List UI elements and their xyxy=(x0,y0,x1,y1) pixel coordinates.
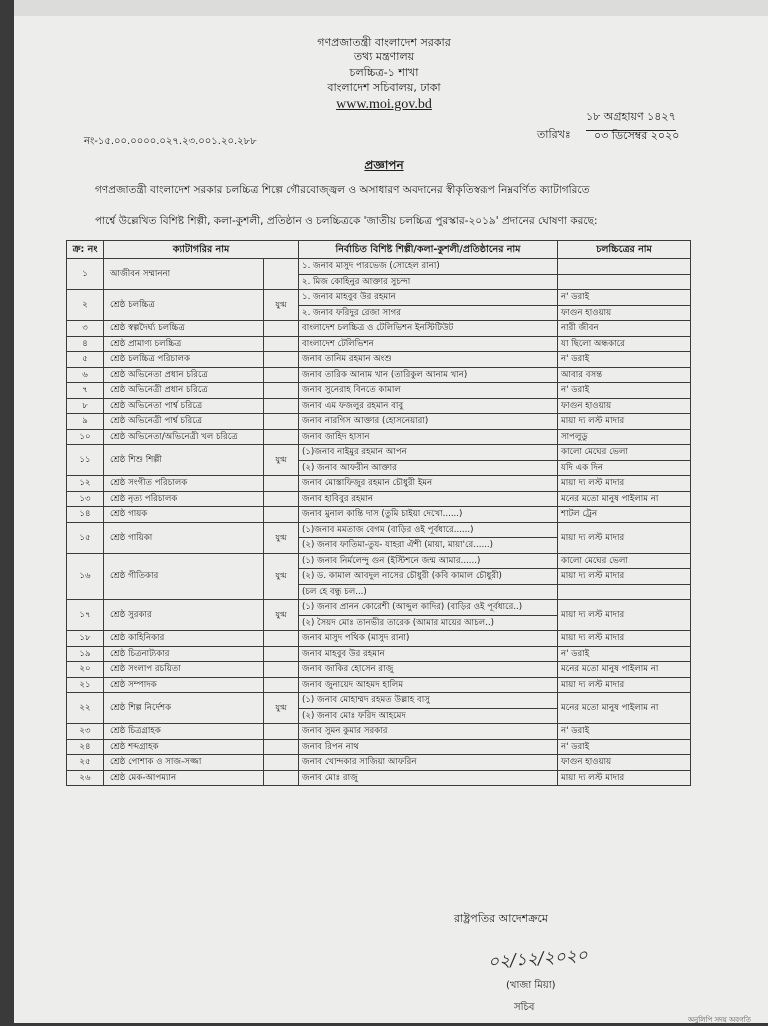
row-film: মায়া দ্য লস্ট মাদার xyxy=(558,677,691,693)
row-film xyxy=(558,584,691,600)
table-row xyxy=(67,476,691,492)
row-winner: জনাব তারিক আনাম খান (তারিকুল আনাম খান) xyxy=(299,367,558,383)
row-serial: ১১ xyxy=(67,445,104,476)
header-website: www.moi.gov.bd xyxy=(336,97,432,112)
row-category: শ্রেষ্ঠ সুরকার xyxy=(104,600,264,631)
row-film: ন' ডরাই xyxy=(558,739,691,755)
row-film: যদি এক দিন xyxy=(558,460,691,476)
row-winner: জনাব এম ফজলুর রহমান বাবু xyxy=(299,398,558,414)
row-winner: (১)জনাব নাইমুর রহমান আপন xyxy=(299,445,558,461)
row-serial: ১ xyxy=(67,259,104,290)
row-serial: ১৮ xyxy=(67,631,104,647)
row-category: শ্রেষ্ঠ চিত্রগ্রাহক xyxy=(104,724,264,740)
row-winner: ১. জনাব মাহবুব উর রহমান xyxy=(299,290,558,306)
row-winner: (২) ড. কামাল আবদুল নাসের চৌধুরী (কবি কামাল চৌধুরী) xyxy=(299,569,558,585)
row-winner: ২. মিজ কোহিনুর আক্তার সুচন্দা xyxy=(299,274,558,290)
row-winner: (১)জনাব মমতাজ বেগম (বাড়ির ওই পূর্বধারে......) xyxy=(299,522,558,538)
row-serial: ২০ xyxy=(67,662,104,678)
table-row xyxy=(67,445,691,461)
row-serial: ৯ xyxy=(67,414,104,430)
header-serial: ক্র: নং xyxy=(67,241,104,259)
date-bangla: ১৮ অগ্রহায়ণ ১৪২৭ xyxy=(586,108,676,131)
row-winner: (১) জনাব নির্মলেন্দু গুন (ইস্টিশনে জন্ম আমার......) xyxy=(299,553,558,569)
row-joint-marker xyxy=(264,476,299,492)
row-winner: (১) জনাব প্রানন কোরেশী (আব্দুল কাদির) (বাড়ির ওই পূর্বধারে..) xyxy=(299,600,558,616)
row-winner: (২) জনাব ফাতিমা-তুয- যাহরা ঐশী (মায়া, মায়া'রে......) xyxy=(299,538,558,554)
row-category: শ্রেষ্ঠ কাহিনিকার xyxy=(104,631,264,647)
row-winner: জনাব রিপন নাথ xyxy=(299,739,558,755)
row-winner: জনাব খোন্দকার সাজিয়া আফরিন xyxy=(299,755,558,771)
row-film: মায়া দ্য লস্ট মাদার xyxy=(558,600,691,631)
row-category: শ্রেষ্ঠ মেক-আপম্যান xyxy=(104,770,264,786)
row-joint-marker xyxy=(264,677,299,693)
row-serial: ৭ xyxy=(67,383,104,399)
awards-table xyxy=(66,240,691,786)
row-film: ফাগুন হাওয়ায় xyxy=(558,398,691,414)
table-row xyxy=(67,522,691,538)
row-joint-marker xyxy=(264,631,299,647)
table-row xyxy=(67,770,691,786)
row-serial: ২৩ xyxy=(67,724,104,740)
row-winner: জনাব তানিম রহমান অংশু xyxy=(299,352,558,368)
row-film: মনের মতো মানুষ পাইলাম না xyxy=(558,662,691,678)
row-serial: ৪ xyxy=(67,336,104,352)
row-joint-marker xyxy=(264,259,299,290)
row-serial: ১২ xyxy=(67,476,104,492)
table-row xyxy=(67,259,691,275)
row-joint-marker xyxy=(264,414,299,430)
row-category: শ্রেষ্ঠ গায়ক xyxy=(104,507,264,523)
row-category: শ্রেষ্ঠ গায়িকা xyxy=(104,522,264,553)
header-category: ক্যাটাগরির নাম xyxy=(104,241,299,259)
table-row xyxy=(67,290,691,306)
row-category: শ্রেষ্ঠ সংলাপ রচয়িতা xyxy=(104,662,264,678)
row-serial: ১৬ xyxy=(67,553,104,600)
row-winner: জনাব হাবিবুর রহমান xyxy=(299,491,558,507)
table-row xyxy=(67,414,691,430)
row-joint-marker xyxy=(264,507,299,523)
signature: ০২/১২/২০২০ xyxy=(487,945,589,973)
row-serial: ৮ xyxy=(67,398,104,414)
row-film xyxy=(558,259,691,275)
row-joint-marker xyxy=(264,336,299,352)
row-winner: (২) সৈয়দ মোঃ তানভীর তারেক (আমার মায়ের আচল..) xyxy=(299,615,558,631)
table-row xyxy=(67,662,691,678)
row-film: ফাগুন হাওয়ায় xyxy=(558,305,691,321)
row-joint-marker xyxy=(264,383,299,399)
row-film: যা ছিলো অন্ধকারে xyxy=(558,336,691,352)
row-joint-marker xyxy=(264,755,299,771)
corner-note: অনুলিপি সদয় অবগতি xyxy=(688,1016,751,1024)
row-film xyxy=(558,274,691,290)
row-film: ফাগুন হাওয়ায় xyxy=(558,755,691,771)
row-serial: ১০ xyxy=(67,429,104,445)
row-serial: ১৯ xyxy=(67,646,104,662)
table-row xyxy=(67,367,691,383)
row-category: শ্রেষ্ঠ সংগীত পরিচালক xyxy=(104,476,264,492)
date-label: তারিখঃ xyxy=(537,128,571,141)
table-header-row xyxy=(67,241,691,259)
table-row xyxy=(67,352,691,368)
table-row xyxy=(67,646,691,662)
row-film: কালো মেঘের ভেলা xyxy=(558,445,691,461)
row-film: আবার বসন্ত xyxy=(558,367,691,383)
row-category: শ্রেষ্ঠ প্রামাণ্য চলচ্চিত্র xyxy=(104,336,264,352)
row-winner: জনাব সুমন কুমার সরকার xyxy=(299,724,558,740)
row-winner: জনাব জাহিদ হাসান xyxy=(299,429,558,445)
row-winner: জনাব মুনাল কান্তি দাস (তুমি চাইয়া দেখো......) xyxy=(299,507,558,523)
header-winner: নির্বাচিত বিশিষ্ট শিল্পী/কলা-কুশলী/প্রতিষ্ঠানের নাম xyxy=(299,241,558,259)
row-serial: ১৪ xyxy=(67,507,104,523)
row-serial: ৬ xyxy=(67,367,104,383)
notice-paragraph-line2: পার্শ্বে উল্লেখিত বিশিষ্ট শিল্পী, কলা-কুশলী, প্রতিষ্ঠান ও চলচ্চিত্রকে 'জাতীয় চলচ্চিত্র পুরস্কার-২০১৯' প্রদানের ঘোষণা করছে: xyxy=(95,215,598,227)
row-joint-marker xyxy=(264,724,299,740)
row-serial: ২২ xyxy=(67,693,104,724)
row-serial: ২৪ xyxy=(67,739,104,755)
table-row xyxy=(67,321,691,337)
table-row xyxy=(67,677,691,693)
row-joint-marker xyxy=(264,321,299,337)
row-winner: জনাব মাহবুব উর রহমান xyxy=(299,646,558,662)
row-winner: (১) জনাব মোহাম্মদ রহমত উল্লাহ বাসু xyxy=(299,693,558,709)
row-winner: (২) জনাব আফরীন আক্তার xyxy=(299,460,558,476)
page-top-shadow xyxy=(14,0,768,16)
row-serial: ২ xyxy=(67,290,104,321)
row-film: মায়া দ্য লস্ট মাদার xyxy=(558,631,691,647)
header-secretariat: বাংলাদেশ সচিবালয়, ঢাকা xyxy=(327,81,441,94)
row-joint-marker xyxy=(264,352,299,368)
row-serial: ২৬ xyxy=(67,770,104,786)
row-category: শ্রেষ্ঠ নৃত্য পরিচালক xyxy=(104,491,264,507)
row-winner: ১. জনাব মাসুদ পারভেজ (সোহেল রানা) xyxy=(299,259,558,275)
header-section: চলচ্চিত্র-১ শাখা xyxy=(349,66,419,79)
row-film: শাটল ট্রেন xyxy=(558,507,691,523)
row-film: মায়া দ্য লস্ট মাদার xyxy=(558,522,691,553)
row-film: ন' ডরাই xyxy=(558,646,691,662)
notice-paragraph-line1: গণপ্রজাতন্ত্রী বাংলাদেশ সরকার চলচ্চিত্র শিল্পে গৌরবোজ্জ্বল ও অসাধারণ অবদানের স্বীকৃতিস্বরূপ নিম্নবর্ণিত ক্যাটাগরিতে xyxy=(95,184,590,196)
row-winner: জনাব জাকির হোসেন রাজু xyxy=(299,662,558,678)
table-row xyxy=(67,724,691,740)
row-joint-marker: যুগ্ম xyxy=(264,553,299,600)
row-joint-marker xyxy=(264,398,299,414)
row-film: ন' ডরাই xyxy=(558,352,691,368)
table-row xyxy=(67,491,691,507)
row-joint-marker: যুগ্ম xyxy=(264,290,299,321)
memo-number: নং-১৫.০০.০০০০.০২৭.২৩.০০১.২০.২৮৮ xyxy=(84,136,257,147)
row-joint-marker: যুগ্ম xyxy=(264,445,299,476)
row-film: মনের মতো মানুষ পাইলাম না xyxy=(558,693,691,724)
row-joint-marker: যুগ্ম xyxy=(264,522,299,553)
signer-designation: সচিব xyxy=(514,1002,535,1013)
row-joint-marker: যুগ্ম xyxy=(264,600,299,631)
row-winner: ২. জনাব ফরিদুর রেজা সাগর xyxy=(299,305,558,321)
row-category: শ্রেষ্ঠ অভিনেতা/অভিনেত্রী খল চরিত্রে xyxy=(104,429,264,445)
order-text: রাষ্ট্রপতির আদেশক্রমে xyxy=(454,912,548,925)
row-category: শ্রেষ্ঠ অভিনেতা পার্শ্ব চরিত্রে xyxy=(104,398,264,414)
row-joint-marker xyxy=(264,429,299,445)
row-category: শ্রেষ্ঠ গীতিকার xyxy=(104,553,264,600)
table-row xyxy=(67,398,691,414)
row-winner: (২) জনাব মোঃ ফরিদ আহমেদ xyxy=(299,708,558,724)
header-film: চলচ্চিত্রের নাম xyxy=(558,241,691,259)
row-joint-marker: যুগ্ম xyxy=(264,693,299,724)
signer-name: (খাজা মিয়া) xyxy=(506,980,556,991)
row-film: মনের মতো মানুষ পাইলাম না xyxy=(558,491,691,507)
row-winner: জনাব মাসুদ পথিক (মাসুদ রানা) xyxy=(299,631,558,647)
table-row xyxy=(67,693,691,709)
row-category: শ্রেষ্ঠ অভিনেত্রী পার্শ্ব চরিত্রে xyxy=(104,414,264,430)
row-category: শ্রেষ্ঠ চলচ্চিত্র পরিচালক xyxy=(104,352,264,368)
row-film: সাপলুডু xyxy=(558,429,691,445)
row-serial: ২৫ xyxy=(67,755,104,771)
row-winner: জনাব মোস্তাফিজুর রহমান চৌধুরী ইমন xyxy=(299,476,558,492)
date-gregorian: ০৩ ডিসেম্বর ২০২০ xyxy=(594,129,680,142)
row-category: শ্রেষ্ঠ অভিনেত্রী প্রধান চরিত্রে xyxy=(104,383,264,399)
row-category: শ্রেষ্ঠ পোশাক ও সাজ-সজ্জা xyxy=(104,755,264,771)
table-row xyxy=(67,755,691,771)
row-joint-marker xyxy=(264,662,299,678)
row-winner: জনাব সুনেরাহ বিনতে কামাল xyxy=(299,383,558,399)
row-category: শ্রেষ্ঠ চলচ্চিত্র xyxy=(104,290,264,321)
row-serial: ৩ xyxy=(67,321,104,337)
header-ministry: তথ্য মন্ত্রণালয় xyxy=(353,50,415,63)
row-category: শ্রেষ্ঠ অভিনেতা প্রধান চরিত্রে xyxy=(104,367,264,383)
row-joint-marker xyxy=(264,770,299,786)
row-winner: জনাব নারগিস আক্তার (হোসনেয়ারা) xyxy=(299,414,558,430)
row-joint-marker xyxy=(264,367,299,383)
table-body xyxy=(67,259,691,786)
row-category: শ্রেষ্ঠ স্বল্পদৈর্ঘ্য চলচ্চিত্র xyxy=(104,321,264,337)
header-govt: গণপ্রজাতন্ত্রী বাংলাদেশ সরকার xyxy=(317,36,451,49)
row-winner: (চল হে বন্ধু চল...) xyxy=(299,584,558,600)
table-row xyxy=(67,631,691,647)
table-row xyxy=(67,739,691,755)
row-serial: ১৫ xyxy=(67,522,104,553)
table-row xyxy=(67,600,691,616)
table-row xyxy=(67,336,691,352)
notice-title: প্রজ্ঞাপন xyxy=(364,158,404,172)
row-category: শ্রেষ্ঠ শব্দগ্রাহক xyxy=(104,739,264,755)
row-serial: ১৭ xyxy=(67,600,104,631)
row-category: শ্রেষ্ঠ চিত্রনাট্যকার xyxy=(104,646,264,662)
table-row xyxy=(67,553,691,569)
table-row xyxy=(67,383,691,399)
row-serial: ৫ xyxy=(67,352,104,368)
row-winner: জনাব মোঃ রাজু xyxy=(299,770,558,786)
row-film: ন' ডরাই xyxy=(558,724,691,740)
row-joint-marker xyxy=(264,739,299,755)
row-category: শ্রেষ্ঠ শিল্প নির্দেশক xyxy=(104,693,264,724)
row-category: শ্রেষ্ঠ সম্পাদক xyxy=(104,677,264,693)
row-film: মায়া দ্য লস্ট মাদার xyxy=(558,569,691,585)
row-film: মায়া দ্য লস্ট মাদার xyxy=(558,770,691,786)
row-winner: বাংলাদেশ চলচ্চিত্র ও টেলিভিশন ইনস্টিটিউট xyxy=(299,321,558,337)
row-joint-marker xyxy=(264,646,299,662)
row-category: আজীবন সম্মাননা xyxy=(104,259,264,290)
row-serial: ১৩ xyxy=(67,491,104,507)
row-category: শ্রেষ্ঠ শিশু শিল্পী xyxy=(104,445,264,476)
table-row xyxy=(67,507,691,523)
row-winner: জনাব জুনায়েদ আহমদ হালিম xyxy=(299,677,558,693)
row-winner: বাংলাদেশ টেলিভিশন xyxy=(299,336,558,352)
row-film: নারী জীবন xyxy=(558,321,691,337)
row-joint-marker xyxy=(264,491,299,507)
row-film: কালো মেঘের ভেলা xyxy=(558,553,691,569)
row-film: মায়া দ্য লস্ট মাদার xyxy=(558,476,691,492)
table-row xyxy=(67,429,691,445)
row-film: মায়া দ্য লস্ট মাদার xyxy=(558,414,691,430)
row-film: ন' ডরাই xyxy=(558,383,691,399)
row-serial: ২১ xyxy=(67,677,104,693)
row-film: ন' ডরাই xyxy=(558,290,691,306)
